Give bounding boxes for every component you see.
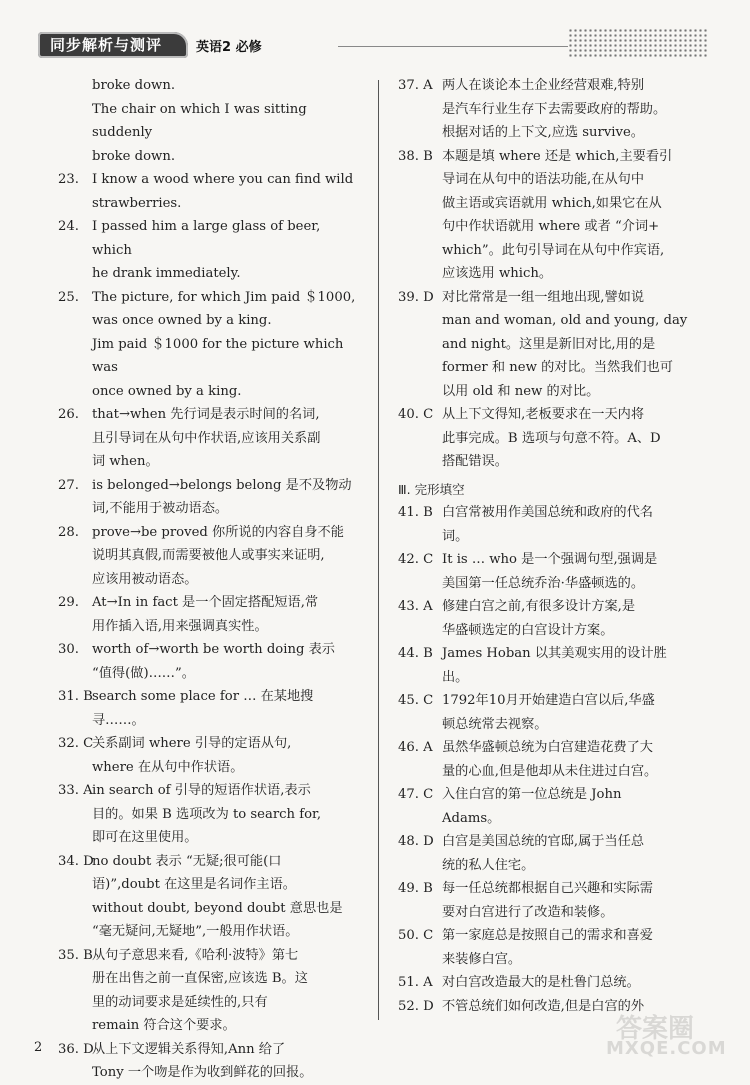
answer-item: [58, 1038, 358, 1085]
answer-number: 33. A: [58, 783, 93, 798]
answer-line: 修建白宫之前,有很多设计方案,是: [442, 599, 636, 614]
book-subtitle: 英语2 必修: [196, 40, 262, 55]
answer-line: It is … who 是一个强调句型,强调是: [442, 552, 658, 567]
answer-line: I passed him a large glass of beer, which: [92, 219, 321, 258]
answer-line: 第一家庭总是按照自己的需求和喜爱: [442, 928, 653, 943]
watermark-top: 答案圈: [616, 1014, 695, 1044]
answer-item: [58, 850, 358, 944]
book-title: 同步解析与测评: [50, 36, 163, 54]
answer-number: 30.: [58, 642, 79, 657]
answer-line: 词,不能用于被动语态。: [92, 501, 229, 516]
answer-item: [398, 830, 716, 877]
answer-line: 白宫是美国总统的官邸,属于当任总: [442, 834, 645, 849]
answer-line: 用作插入语,用来强调真实性。: [92, 618, 268, 634]
answer-line: 说明其真假,而需要被他人或事实来证明,: [92, 548, 325, 563]
answer-number: 31. B: [58, 689, 93, 704]
answer-line: 从上下文得知,老板要求在一天内将: [442, 407, 645, 422]
answer-line: 里的动词要求是延续性的,只有: [92, 994, 268, 1010]
answer-line: worth of→worth be worth doing 表示: [92, 642, 335, 657]
answer-item: [398, 501, 716, 548]
answer-number: 44. B: [398, 646, 433, 661]
answer-item: [58, 944, 358, 1038]
answer-number: 24.: [58, 219, 79, 234]
answer-line: 不管总统们如何改造,但是白宫的外: [442, 998, 645, 1014]
answer-number: 35. B: [58, 947, 93, 963]
answer-number: 37. A: [398, 78, 433, 93]
answer-number: 38. B: [398, 148, 433, 164]
answer-line: 根据对话的上下文,应选 survive。: [442, 125, 644, 140]
answer-line: 是汽车行业生存下去需要政府的帮助。: [442, 101, 667, 117]
answer-line: 虽然华盛顿总统为白宫建造花费了大: [442, 740, 653, 755]
answer-line: was once owned by a king.: [92, 313, 272, 328]
answer-line: 来装修白宫。: [442, 951, 522, 967]
answer-line: “值得(做)……”。: [92, 665, 195, 681]
answer-item: [398, 74, 716, 145]
answer-line: where 在从句中作状语。: [92, 759, 244, 775]
answer-item: [58, 286, 358, 404]
answer-number: 45. C: [398, 693, 434, 708]
answer-line: once owned by a king.: [92, 383, 242, 399]
answer-number: 40. C: [398, 407, 434, 422]
answer-line: At→In in fact 是一个固定搭配短语,常: [92, 595, 319, 610]
answer-line: Adams。: [442, 810, 501, 826]
answer-line: in search of 引导的短语作状语,表示: [92, 783, 311, 798]
answer-number: 46. A: [398, 740, 433, 755]
answer-line: which”。此句引导词在从句中作宾语,: [442, 242, 665, 258]
answer-item: [58, 474, 358, 521]
answer-line: 寻……。: [92, 712, 145, 728]
header-rule: [338, 46, 568, 47]
answer-number: 23.: [58, 172, 79, 187]
answer-line: remain 符合这个要求。: [92, 1018, 236, 1033]
answer-line: 关系副词 where 引导的定语从句,: [92, 736, 292, 751]
answer-item: [398, 145, 716, 286]
answer-item: [398, 286, 716, 404]
answer-line: 做主语或宾语就用 which,如果它在从: [442, 195, 662, 211]
answer-line: 此事完成。B 选项与句意不符。A、D: [442, 430, 661, 446]
answer-item: [58, 74, 358, 168]
answer-number: 52. D: [398, 998, 434, 1014]
answer-line: 两人在谈论本土企业经营艰难,特别: [442, 78, 645, 93]
answer-line: search some place for … 在某地搜: [92, 689, 314, 704]
answer-line: 应该选用 which。: [442, 266, 553, 281]
answer-line: broke down.: [92, 78, 176, 93]
answer-number: 39. D: [398, 289, 434, 305]
answer-line: 出。: [442, 669, 469, 685]
answer-line: 句中作状语就用 where 或者 “介词+: [442, 219, 660, 234]
answer-item: [58, 685, 358, 732]
answer-item: [58, 521, 358, 592]
answer-number: 34. D: [58, 853, 94, 869]
answer-item: [398, 642, 716, 689]
answer-number: 32. C: [58, 736, 94, 751]
answer-line: 导词在从句中的语法功能,在从句中: [442, 172, 645, 187]
answer-line: The chair on which I was sitting suddenly: [92, 101, 307, 140]
answer-number: 47. C: [398, 787, 434, 802]
answer-item: [58, 168, 358, 215]
answer-line: is belonged→belongs belong 是不及物动: [92, 477, 352, 493]
answer-line: 对比常常是一组一组地出现,譬如说: [442, 289, 645, 305]
answer-item: [58, 732, 358, 779]
answer-line: 搭配错误。: [442, 454, 508, 469]
answer-line: 要对白宫进行了改造和装修。: [442, 904, 614, 920]
answer-line: James Hoban 以其美观实用的设计胜: [442, 646, 667, 661]
answer-line: 顿总统常去视察。: [442, 716, 548, 732]
answer-line: 本题是填 where 还是 which,主要看引: [442, 148, 673, 164]
right-column: [398, 74, 716, 1018]
answer-item: [58, 591, 358, 638]
answer-number: 51. A: [398, 975, 433, 990]
answer-line: 对白宫改造最大的是杜鲁门总统。: [442, 975, 640, 990]
answer-item: [398, 403, 716, 474]
answer-line: without doubt, beyond doubt 意思也是: [92, 900, 343, 916]
answer-line: man and woman, old and young, day: [442, 313, 688, 328]
page-number: 2: [34, 1040, 43, 1055]
answer-item: [398, 689, 716, 736]
answer-line: Jim paid ＄1000 for the picture which was: [92, 336, 344, 375]
answer-line: 华盛顿选定的白宫设计方案。: [442, 622, 614, 638]
answer-line: 统的私人住宅。: [442, 857, 535, 873]
answer-item: [398, 548, 716, 595]
answer-number: 48. D: [398, 834, 434, 849]
answer-line: prove→be proved 你所说的内容自身不能: [92, 524, 344, 540]
answer-number: 25.: [58, 289, 79, 305]
answer-item: [398, 877, 716, 924]
answer-number: 43. A: [398, 599, 433, 614]
watermark-bottom: MXQE.COM: [606, 1038, 727, 1059]
answer-line: 词。: [442, 528, 469, 544]
answer-item: [398, 736, 716, 783]
answer-item: [58, 215, 358, 286]
answer-number: 27.: [58, 477, 79, 493]
answer-number: 36. D: [58, 1041, 94, 1057]
answer-item: [398, 783, 716, 830]
answer-line: no doubt 表示 “无疑;很可能(口: [92, 853, 282, 869]
header-dot-pattern: [568, 28, 708, 58]
answer-line: The picture, for which Jim paid ＄1000,: [92, 289, 356, 305]
answer-line: 目的。如果 B 选项改为 to search for,: [92, 806, 322, 822]
answer-line: strawberries.: [92, 195, 182, 211]
answer-line: 量的心血,但是他却从未住进过白宫。: [442, 763, 658, 779]
answer-line: 白宫常被用作美国总统和政府的代名: [442, 505, 653, 520]
answer-number: 41. B: [398, 505, 433, 520]
answer-line: 1792年10月开始建造白宫以后,华盛: [442, 693, 655, 708]
answer-item: [398, 971, 716, 995]
answer-line: 从上下文逻辑关系得知,Ann 给了: [92, 1041, 286, 1057]
answer-line: 即可在这里使用。: [92, 830, 198, 845]
answer-item: [398, 924, 716, 971]
answer-line: I know a wood where you can find wild: [92, 172, 354, 187]
answer-line: that→when 先行词是表示时间的名词,: [92, 407, 320, 422]
watermark-logo: [606, 1008, 736, 1064]
answer-item: [58, 779, 358, 850]
answer-line: 每一任总统都根据自己兴趣和实际需: [442, 881, 653, 896]
answer-number: 26.: [58, 407, 79, 422]
answer-number: 50. C: [398, 928, 434, 943]
page-header: [38, 28, 718, 60]
answer-item: [398, 595, 716, 642]
answer-line: 从句子意思来看,《哈利·波特》第七: [92, 947, 299, 963]
answer-number: 42. C: [398, 552, 434, 567]
answer-line: former 和 new 的对比。当然我们也可: [442, 360, 673, 375]
answer-number: 29.: [58, 595, 79, 610]
answer-line: Tony 一个吻是作为收到鲜花的回报。: [92, 1065, 313, 1080]
answer-line: broke down.: [92, 148, 176, 164]
column-divider: [378, 80, 379, 1020]
answer-number: 49. B: [398, 881, 433, 896]
answer-line: 入住白宫的第一位总统是 John: [442, 787, 622, 802]
answer-item: [58, 638, 358, 685]
section-heading: Ⅲ. 完形填空: [398, 481, 465, 497]
answer-line: and night。这里是新旧对比,用的是: [442, 336, 656, 352]
answer-line: 语)”,doubt 在这里是名词作主语。: [92, 877, 296, 892]
answer-line: 美国第一任总统乔治·华盛顿选的。: [442, 575, 645, 591]
answer-item: [58, 403, 358, 474]
answer-line: 应该用被动语态。: [92, 571, 198, 587]
left-column: [58, 74, 358, 1085]
answer-line: “毫无疑问,无疑地”,一般用作状语。: [92, 924, 299, 939]
answer-line: 词 when。: [92, 454, 159, 469]
answer-line: 且引导词在从句中作状语,应该用关系副: [92, 430, 321, 446]
answer-line: 册在出售之前一直保密,应该选 B。这: [92, 971, 308, 986]
answer-line: 以用 old 和 new 的对比。: [442, 383, 600, 399]
answer-number: 28.: [58, 524, 79, 540]
answer-line: he drank immediately.: [92, 266, 241, 281]
